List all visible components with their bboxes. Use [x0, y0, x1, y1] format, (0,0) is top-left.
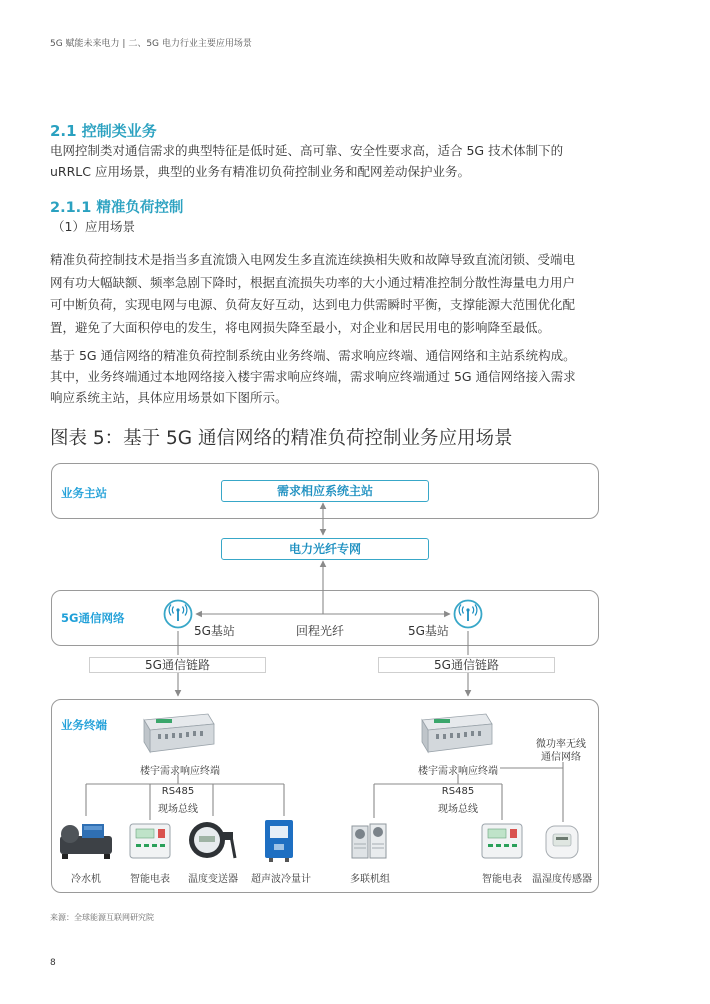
- rs485-left: RS485: [161, 786, 195, 797]
- device-label: 温度变送器: [188, 874, 238, 885]
- rs485-right: RS485: [441, 786, 475, 797]
- 5g-link-left: 5G通信链路: [89, 657, 266, 673]
- drt-left-label: 楼宇需求响应终端: [140, 766, 220, 777]
- device-label: 温湿度传感器: [532, 874, 592, 885]
- device-label: 多联机组: [350, 874, 390, 885]
- fieldbus-left: 现场总线: [158, 804, 198, 815]
- subsection-subhead: （1）应用场景: [52, 219, 135, 234]
- service-terminal-label: 业务终端: [61, 718, 107, 732]
- body-p1-line: 置，避免了大面积停电的发生，将电网损失降至最小，对企业和居民用电的影响降至最低。: [50, 319, 551, 335]
- wireless-network-label-2: 通信网络: [541, 752, 581, 763]
- section-title: 2.1 控制类业务: [50, 122, 157, 140]
- body-p1-line: 网有功大幅缺额、频率急剧下降时，根据直流损失功率的大小通过精准控制分散性海量电力用户: [50, 274, 576, 290]
- body-p2-line: 基于 5G 通信网络的精准负荷控制系统由业务终端、需求响应终端、通信网络和主站系统构成。: [50, 348, 576, 363]
- drt-right-label: 楼宇需求响应终端: [418, 766, 498, 777]
- power-fiber-network-box: 电力光纤专网: [221, 538, 429, 560]
- body-p2-line: 响应系统主站，具体应用场景如下图所示。: [50, 390, 288, 405]
- base-station-left-label: 5G基站: [194, 624, 235, 638]
- page-number: 8: [50, 958, 56, 968]
- 5g-network-label: 5G通信网络: [61, 611, 125, 625]
- 5g-link-right: 5G通信链路: [378, 657, 555, 673]
- device-label: 超声波冷量计: [251, 874, 311, 885]
- subsection-title: 2.1.1 精准负荷控制: [50, 200, 184, 216]
- base-station-right-label: 5G基站: [408, 624, 449, 638]
- device-label: 冷水机: [71, 874, 101, 885]
- fieldbus-right: 现场总线: [438, 804, 478, 815]
- wireless-network-label-1: 微功率无线: [536, 739, 586, 750]
- device-label: 智能电表: [130, 874, 170, 885]
- demand-response-master-box: 需求相应系统主站: [221, 480, 429, 502]
- body-p2-line: 其中，业务终端通过本地网络接入楼宇需求响应终端，需求响应终端通过 5G 通信网络接入需求: [50, 369, 576, 384]
- section-intro-line-2: uRRLC 应用场景，典型的业务有精准切负荷控制业务和配网差动保护业务。: [50, 164, 470, 179]
- running-header: 5G 赋能未来电力 | 二、5G 电力行业主要应用场景: [50, 39, 252, 49]
- source-note: 来源：全球能源互联网研究院: [50, 913, 154, 922]
- section-intro-line-1: 电网控制类对通信需求的典型特征是低时延、高可靠、安全性要求高，适合 5G 技术体制下的: [50, 143, 564, 158]
- body-p1-line: 可中断负荷，实现电网与电源、负荷友好互动，达到电力供需瞬时平衡，支撑能源大范围优化配: [50, 297, 576, 312]
- backhaul-fiber-label: 回程光纤: [296, 624, 345, 638]
- master-station-label: 业务主站: [61, 486, 107, 500]
- device-label: 智能电表: [482, 874, 522, 885]
- figure-title: 图表 5：基于 5G 通信网络的精准负荷控制业务应用场景: [50, 428, 513, 449]
- body-p1-line: 精准负荷控制技术是指当多直流馈入电网发生多直流连续换相失败和故障导致直流闭锁、受端电: [50, 252, 576, 267]
